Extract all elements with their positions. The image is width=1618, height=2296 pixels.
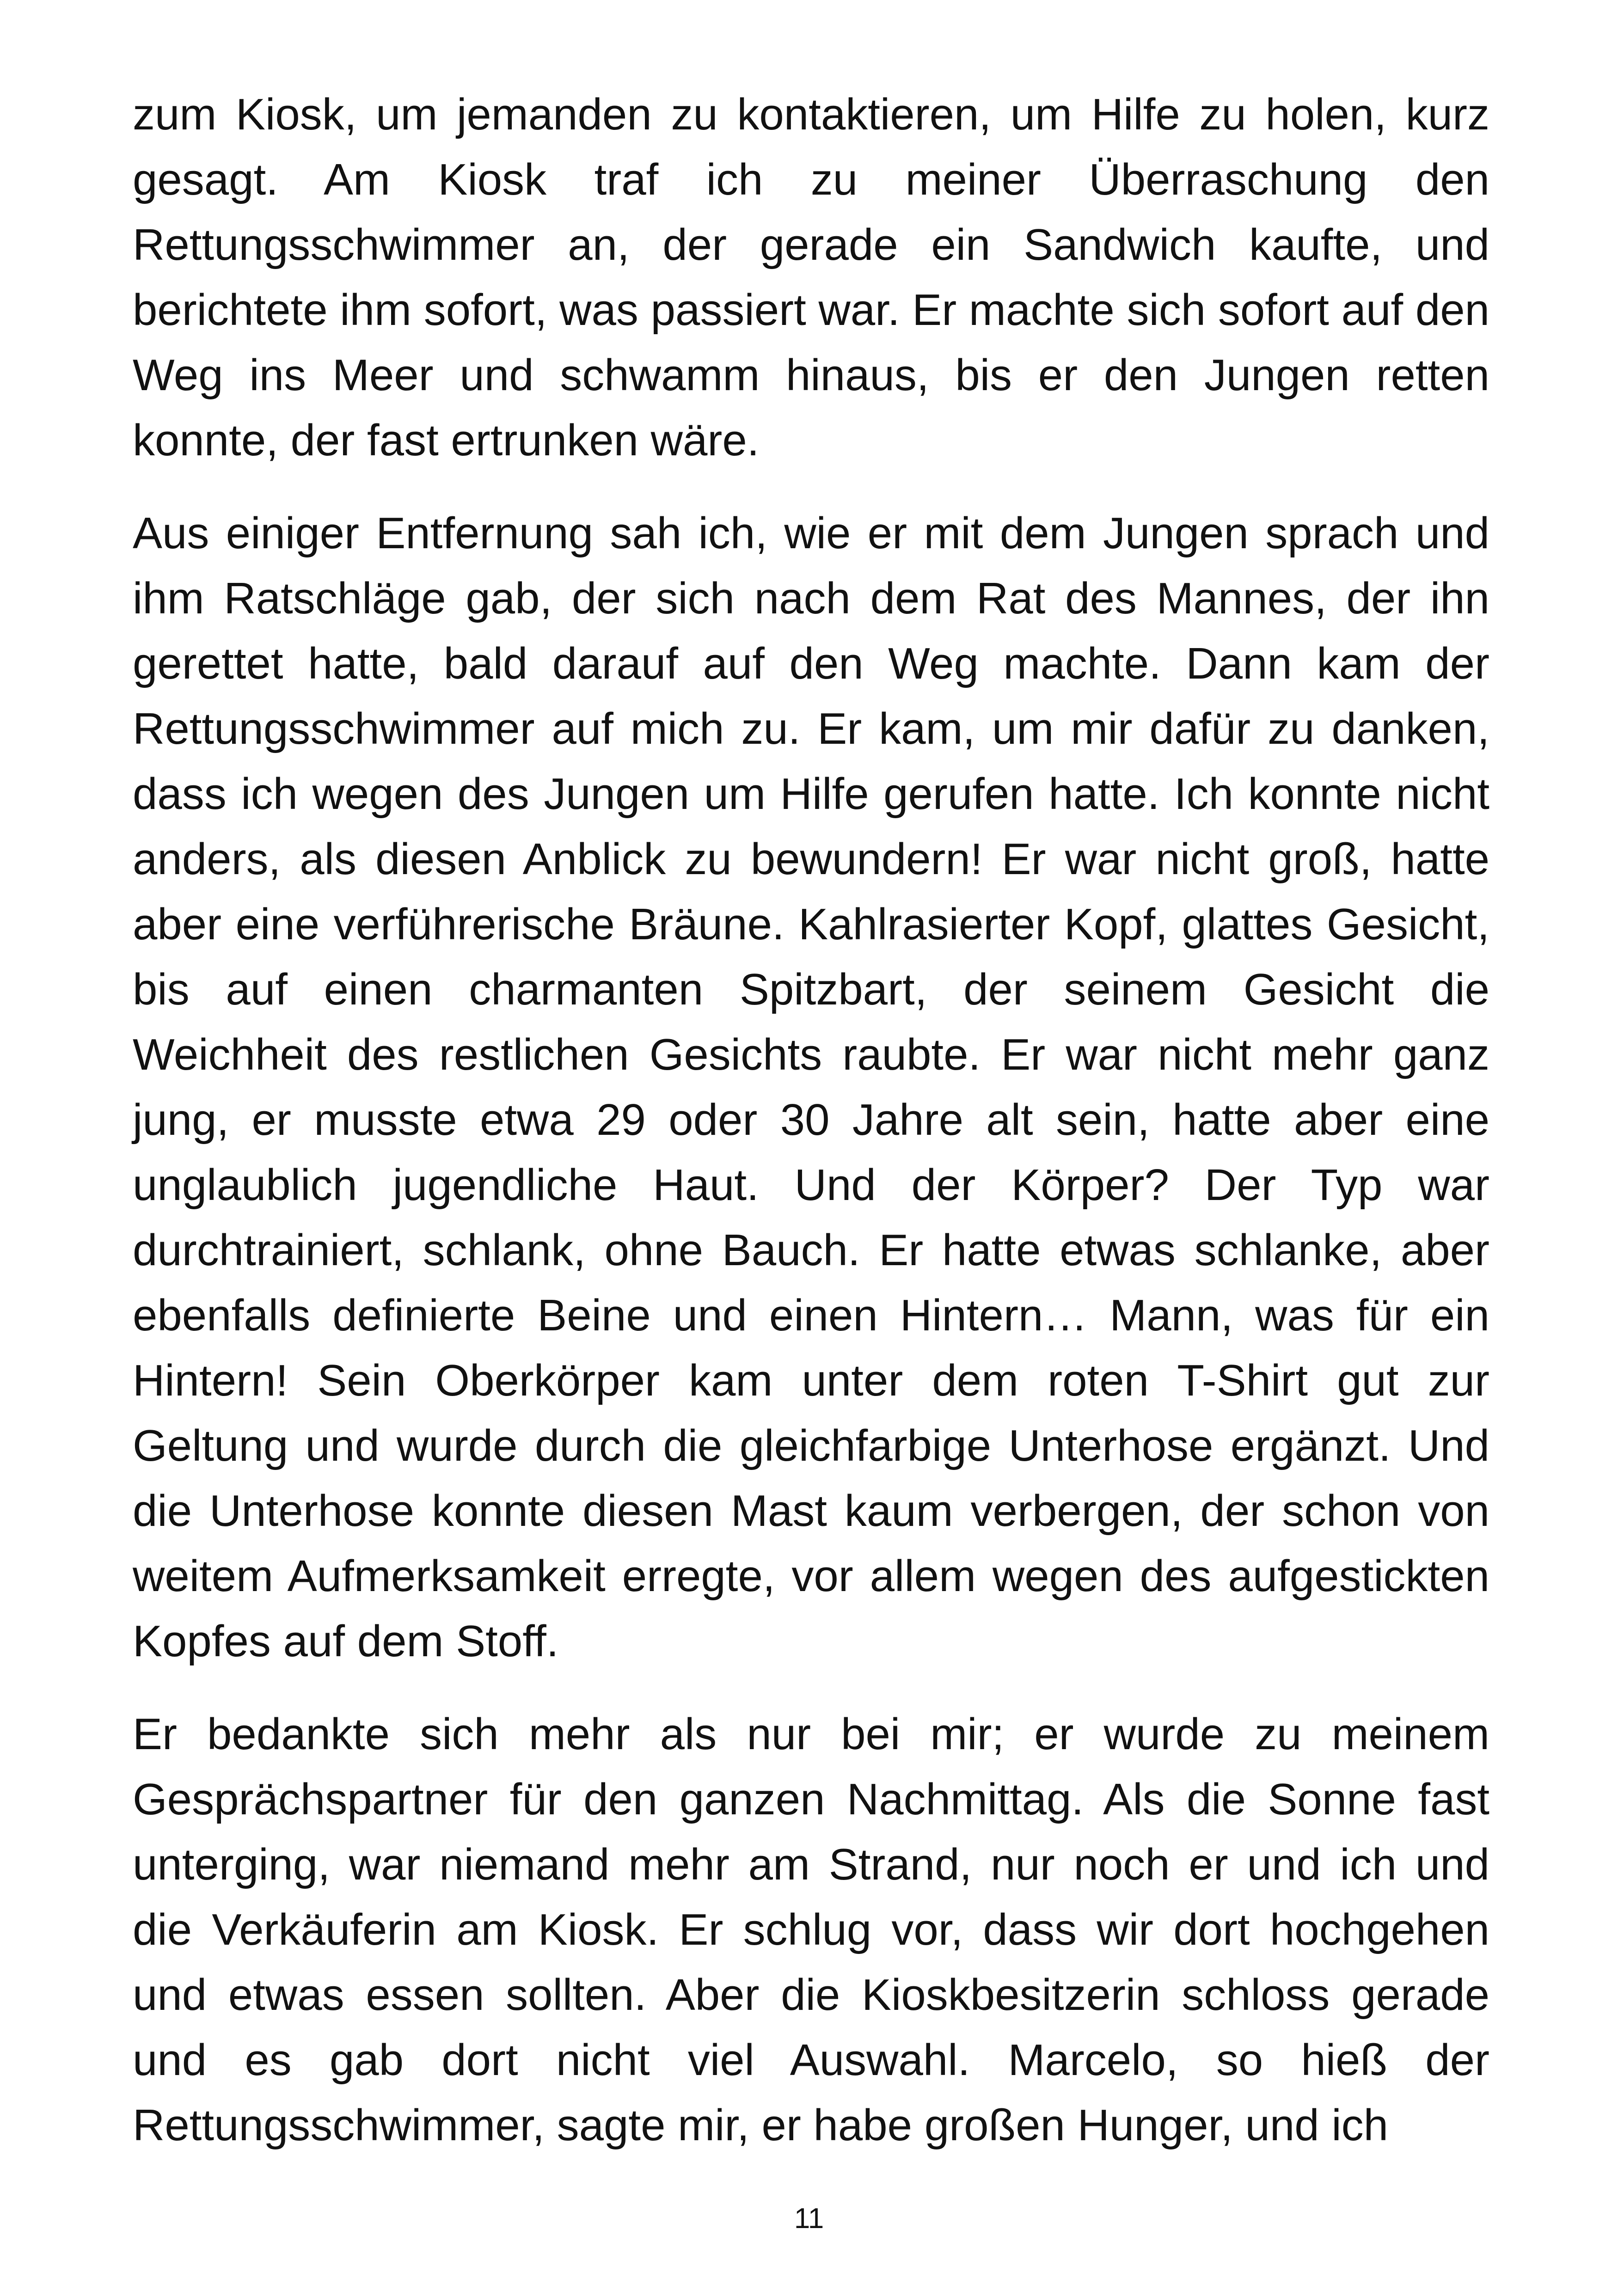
paragraph-3: Er bedankte sich mehr als nur bei mir; er wurde zu meinem Gesprächspartner für den ganzen Nachmittag. Als die Sonne fast unterging, war niemand mehr am Strand, nur noch er und ich und die Verkäuferin am Kiosk. Er schlug vor, dass wir dort hochgehen und etwas essen sollten. Aber die Kioskbesitzerin schloss gerade und es gab dort nicht viel Auswahl. Marcelo, so hieß der Rettungsschwimmer, sagte mir, er habe großen Hunger, und ich bbox=[133, 1709, 1489, 2150]
body-text bbox=[133, 82, 1489, 2186]
paragraph-1: zum Kiosk, um jemanden zu kontaktieren, um Hilfe zu holen, kurz gesagt. Am Kiosk traf ich zu meiner Überraschung den Rettungsschwimmer an, der gerade ein Sandwich kaufte, und berichtete ihm sofort, was passiert war. Er machte sich sofort auf den Weg ins Meer und schwamm hinaus, bis er den Jungen retten konnte, der fast ertrunken wäre. bbox=[133, 90, 1489, 465]
page-number: 11 bbox=[794, 2203, 824, 2235]
paragraph-2: Aus einiger Entfernung sah ich, wie er mit dem Jungen sprach und ihm Ratschläge gab, der sich nach dem Rat des Mannes, der ihn gerettet hatte, bald darauf auf den Weg machte. Dann kam der Rettungsschwimmer auf mich zu. Er kam, um mir dafür zu danken, dass ich wegen des Jungen um Hilfe gerufen hatte. Ich konnte nicht anders, als diesen Anblick zu bewundern! Er war nicht groß, hatte aber eine verführerische Bräune. Kahlrasierter Kopf, glattes Gesicht, bis auf einen charmanten Spitzbart, der seinem Gesicht die Weichheit des restlichen Gesichts raubte. Er war nicht mehr ganz jung, er musste etwa 29 oder 30 Jahre alt sein, hatte aber eine unglaublich jugendliche Haut. Und der Körper? Der Typ war durchtrainiert, schlank, ohne Bauch. Er hatte etwas schlanke, aber ebenfalls definierte Beine und einen Hintern… Mann, was für ein Hintern! Sein Oberkörper kam unter dem roten T-Shirt gut zur Geltung und wurde durch die gleichfarbige Unterhose ergänzt. Und die Unterhose konnte diesen Mast kaum verbergen, der schon von weitem Aufmerksamkeit erregte, vor allem wegen des aufgestickten Kopfes auf dem Stoff. bbox=[133, 508, 1489, 1666]
